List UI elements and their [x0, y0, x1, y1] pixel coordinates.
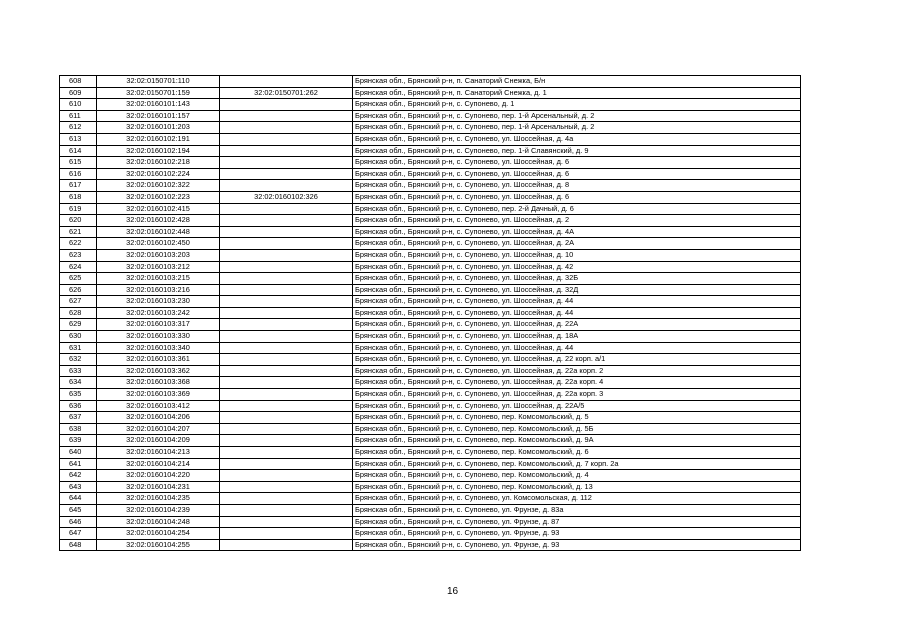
address-cell: Брянская обл., Брянский р-н, с. Супонево, ул. Шоссейная, д. 22а корп. 2: [353, 365, 801, 377]
row-number-cell: 627: [60, 296, 97, 308]
address-cell: Брянская обл., Брянский р-н, с. Супонево, пер. 1-й Славянский, д. 9: [353, 145, 801, 157]
table-row: [60, 284, 801, 296]
cadastral-number-cell: 32:02:0160103:369: [97, 389, 220, 401]
address-cell: Брянская обл., Брянский р-н, п. Санаторий Снежка, Б/н: [353, 76, 801, 88]
linked-cadastral-number-cell: [220, 481, 353, 493]
cadastral-number-cell: 32:02:0160102:191: [97, 133, 220, 145]
linked-cadastral-number-cell: 32:02:0150701:262: [220, 87, 353, 99]
row-number-cell: 635: [60, 389, 97, 401]
cadastral-number-cell: 32:02:0160102:224: [97, 168, 220, 180]
table-row: [60, 145, 801, 157]
cadastral-number-cell: 32:02:0160104:213: [97, 447, 220, 459]
linked-cadastral-number-cell: [220, 76, 353, 88]
address-cell: Брянская обл., Брянский р-н, с. Супонево, ул. Фрунзе, д. 87: [353, 516, 801, 528]
linked-cadastral-number-cell: [220, 435, 353, 447]
linked-cadastral-number-cell: [220, 307, 353, 319]
address-cell: Брянская обл., Брянский р-н, с. Супонево, ул. Шоссейная, д. 44: [353, 342, 801, 354]
linked-cadastral-number-cell: [220, 470, 353, 482]
address-cell: Брянская обл., Брянский р-н, с. Супонево, пер. 2-й Дачный, д. 6: [353, 203, 801, 215]
table-row: [60, 319, 801, 331]
address-cell: Брянская обл., Брянский р-н, с. Супонево, ул. Шоссейная, д. 22а корп. 3: [353, 389, 801, 401]
cadastral-number-cell: 32:02:0160104:254: [97, 528, 220, 540]
table-row: [60, 203, 801, 215]
linked-cadastral-number-cell: [220, 145, 353, 157]
linked-cadastral-number-cell: [220, 168, 353, 180]
row-number-cell: 615: [60, 157, 97, 169]
cadastral-number-cell: 32:02:0160102:194: [97, 145, 220, 157]
address-cell: Брянская обл., Брянский р-н, с. Супонево, ул. Фрунзе, д. 83а: [353, 504, 801, 516]
table-row: [60, 226, 801, 238]
table-row: [60, 539, 801, 551]
linked-cadastral-number-cell: [220, 284, 353, 296]
cadastral-number-cell: 32:02:0160104:231: [97, 481, 220, 493]
cadastral-number-cell: 32:02:0160104:235: [97, 493, 220, 505]
cadastral-number-cell: 32:02:0160102:448: [97, 226, 220, 238]
table-row: [60, 458, 801, 470]
linked-cadastral-number-cell: [220, 539, 353, 551]
table-row: [60, 157, 801, 169]
property-registry-table: [59, 75, 801, 551]
address-cell: Брянская обл., Брянский р-н, п. Санаторий Снежка, д. 1: [353, 87, 801, 99]
linked-cadastral-number-cell: [220, 319, 353, 331]
table-row: [60, 377, 801, 389]
cadastral-number-cell: 32:02:0160103:368: [97, 377, 220, 389]
page-number: 16: [446, 586, 459, 597]
row-number-cell: 647: [60, 528, 97, 540]
table-body: [60, 76, 801, 551]
address-cell: Брянская обл., Брянский р-н, с. Супонево, ул. Комсомольская, д. 112: [353, 493, 801, 505]
address-cell: Брянская обл., Брянский р-н, с. Супонево, ул. Шоссейная, д. 4а: [353, 133, 801, 145]
address-cell: Брянская обл., Брянский р-н, с. Супонево, ул. Шоссейная, д. 8: [353, 180, 801, 192]
linked-cadastral-number-cell: 32:02:0160102:326: [220, 191, 353, 203]
table-row: [60, 331, 801, 343]
row-number-cell: 626: [60, 284, 97, 296]
table-row: [60, 110, 801, 122]
linked-cadastral-number-cell: [220, 180, 353, 192]
linked-cadastral-number-cell: [220, 273, 353, 285]
cadastral-number-cell: 32:02:0160103:230: [97, 296, 220, 308]
table-row: [60, 470, 801, 482]
address-cell: Брянская обл., Брянский р-н, с. Супонево, ул. Шоссейная, д. 22А: [353, 319, 801, 331]
row-number-cell: 613: [60, 133, 97, 145]
address-cell: Брянская обл., Брянский р-н, с. Супонево, ул. Фрунзе, д. 93: [353, 528, 801, 540]
row-number-cell: 625: [60, 273, 97, 285]
linked-cadastral-number-cell: [220, 331, 353, 343]
linked-cadastral-number-cell: [220, 458, 353, 470]
cadastral-number-cell: 32:02:0160102:223: [97, 191, 220, 203]
linked-cadastral-number-cell: [220, 238, 353, 250]
cadastral-number-cell: 32:02:0150701:110: [97, 76, 220, 88]
cadastral-number-cell: 32:02:0160102:450: [97, 238, 220, 250]
cadastral-number-cell: 32:02:0160104:248: [97, 516, 220, 528]
table-row: [60, 435, 801, 447]
address-cell: Брянская обл., Брянский р-н, с. Супонево, ул. Шоссейная, д. 44: [353, 307, 801, 319]
linked-cadastral-number-cell: [220, 389, 353, 401]
address-cell: Брянская обл., Брянский р-н, с. Супонево, ул. Шоссейная, д. 32Б: [353, 273, 801, 285]
cadastral-number-cell: 32:02:0160102:322: [97, 180, 220, 192]
cadastral-number-cell: 32:02:0160103:317: [97, 319, 220, 331]
linked-cadastral-number-cell: [220, 504, 353, 516]
row-number-cell: 632: [60, 354, 97, 366]
cadastral-number-cell: 32:02:0160103:212: [97, 261, 220, 273]
row-number-cell: 608: [60, 76, 97, 88]
table-row: [60, 365, 801, 377]
address-cell: Брянская обл., Брянский р-н, с. Супонево, пер. Комсомольский, д. 5: [353, 412, 801, 424]
cadastral-number-cell: 32:02:0160103:412: [97, 400, 220, 412]
table-row: [60, 423, 801, 435]
linked-cadastral-number-cell: [220, 133, 353, 145]
row-number-cell: 622: [60, 238, 97, 250]
address-cell: Брянская обл., Брянский р-н, с. Супонево, пер. Комсомольский, д. 5Б: [353, 423, 801, 435]
linked-cadastral-number-cell: [220, 110, 353, 122]
address-cell: Брянская обл., Брянский р-н, с. Супонево, пер. Комсомольский, д. 6: [353, 447, 801, 459]
row-number-cell: 645: [60, 504, 97, 516]
linked-cadastral-number-cell: [220, 226, 353, 238]
address-cell: Брянская обл., Брянский р-н, с. Супонево, ул. Фрунзе, д. 93: [353, 539, 801, 551]
row-number-cell: 637: [60, 412, 97, 424]
table-row: [60, 249, 801, 261]
linked-cadastral-number-cell: [220, 342, 353, 354]
address-cell: Брянская обл., Брянский р-н, с. Супонево, ул. Шоссейная, д. 4А: [353, 226, 801, 238]
cadastral-number-cell: 32:02:0160103:362: [97, 365, 220, 377]
linked-cadastral-number-cell: [220, 215, 353, 227]
address-cell: Брянская обл., Брянский р-н, с. Супонево, ул. Шоссейная, д. 18А: [353, 331, 801, 343]
address-cell: Брянская обл., Брянский р-н, с. Супонево, ул. Шоссейная, д. 6: [353, 191, 801, 203]
cadastral-number-cell: 32:02:0160103:242: [97, 307, 220, 319]
cadastral-number-cell: 32:02:0160103:361: [97, 354, 220, 366]
address-cell: Брянская обл., Брянский р-н, с. Супонево, пер. 1-й Арсенальный, д. 2: [353, 110, 801, 122]
row-number-cell: 646: [60, 516, 97, 528]
linked-cadastral-number-cell: [220, 528, 353, 540]
row-number-cell: 611: [60, 110, 97, 122]
row-number-cell: 623: [60, 249, 97, 261]
table-row: [60, 342, 801, 354]
table-row: [60, 133, 801, 145]
row-number-cell: 631: [60, 342, 97, 354]
linked-cadastral-number-cell: [220, 493, 353, 505]
address-cell: Брянская обл., Брянский р-н, с. Супонево, пер. Комсомольский, д. 13: [353, 481, 801, 493]
row-number-cell: 624: [60, 261, 97, 273]
table-row: [60, 354, 801, 366]
row-number-cell: 648: [60, 539, 97, 551]
table-row: [60, 400, 801, 412]
linked-cadastral-number-cell: [220, 516, 353, 528]
row-number-cell: 617: [60, 180, 97, 192]
table-row: [60, 412, 801, 424]
table-row: [60, 215, 801, 227]
linked-cadastral-number-cell: [220, 296, 353, 308]
cadastral-number-cell: 32:02:0160103:215: [97, 273, 220, 285]
row-number-cell: 628: [60, 307, 97, 319]
address-cell: Брянская обл., Брянский р-н, с. Супонево, ул. Шоссейная, д. 42: [353, 261, 801, 273]
row-number-cell: 633: [60, 365, 97, 377]
cadastral-number-cell: 32:02:0160102:415: [97, 203, 220, 215]
cadastral-number-cell: 32:02:0160102:428: [97, 215, 220, 227]
linked-cadastral-number-cell: [220, 423, 353, 435]
linked-cadastral-number-cell: [220, 99, 353, 111]
row-number-cell: 630: [60, 331, 97, 343]
table-row: [60, 307, 801, 319]
cadastral-number-cell: 32:02:0160104:209: [97, 435, 220, 447]
address-cell: Брянская обл., Брянский р-н, с. Супонево, ул. Шоссейная, д. 10: [353, 249, 801, 261]
cadastral-number-cell: 32:02:0160103:203: [97, 249, 220, 261]
cadastral-number-cell: 32:02:0160102:218: [97, 157, 220, 169]
cadastral-number-cell: 32:02:0160101:143: [97, 99, 220, 111]
row-number-cell: 618: [60, 191, 97, 203]
address-cell: Брянская обл., Брянский р-н, с. Супонево, пер. Комсомольский, д. 9А: [353, 435, 801, 447]
linked-cadastral-number-cell: [220, 412, 353, 424]
row-number-cell: 638: [60, 423, 97, 435]
row-number-cell: 644: [60, 493, 97, 505]
table-row: [60, 99, 801, 111]
row-number-cell: 616: [60, 168, 97, 180]
table-row: [60, 261, 801, 273]
row-number-cell: 609: [60, 87, 97, 99]
address-cell: Брянская обл., Брянский р-н, с. Супонево, ул. Шоссейная, д. 6: [353, 157, 801, 169]
linked-cadastral-number-cell: [220, 400, 353, 412]
linked-cadastral-number-cell: [220, 122, 353, 134]
linked-cadastral-number-cell: [220, 447, 353, 459]
linked-cadastral-number-cell: [220, 354, 353, 366]
address-cell: Брянская обл., Брянский р-н, с. Супонево, пер. 1-й Арсенальный, д. 2: [353, 122, 801, 134]
row-number-cell: 610: [60, 99, 97, 111]
address-cell: Брянская обл., Брянский р-н, с. Супонево, ул. Шоссейная, д. 6: [353, 168, 801, 180]
cadastral-number-cell: 32:02:0160104:220: [97, 470, 220, 482]
cadastral-number-cell: 32:02:0160103:340: [97, 342, 220, 354]
table-row: [60, 180, 801, 192]
row-number-cell: 619: [60, 203, 97, 215]
cadastral-number-cell: 32:02:0160103:330: [97, 331, 220, 343]
row-number-cell: 642: [60, 470, 97, 482]
cadastral-number-cell: 32:02:0160104:207: [97, 423, 220, 435]
address-cell: Брянская обл., Брянский р-н, с. Супонево, ул. Шоссейная, д. 22 корп. а/1: [353, 354, 801, 366]
linked-cadastral-number-cell: [220, 365, 353, 377]
address-cell: Брянская обл., Брянский р-н, с. Супонево, ул. Шоссейная, д. 22а корп. 4: [353, 377, 801, 389]
table-row: [60, 273, 801, 285]
row-number-cell: 621: [60, 226, 97, 238]
address-cell: Брянская обл., Брянский р-н, с. Супонево, ул. Шоссейная, д. 22А/5: [353, 400, 801, 412]
row-number-cell: 643: [60, 481, 97, 493]
row-number-cell: 629: [60, 319, 97, 331]
linked-cadastral-number-cell: [220, 377, 353, 389]
cadastral-number-cell: 32:02:0160101:157: [97, 110, 220, 122]
table-row: [60, 238, 801, 250]
cadastral-number-cell: 32:02:0150701:159: [97, 87, 220, 99]
cadastral-number-cell: 32:02:0160101:203: [97, 122, 220, 134]
address-cell: Брянская обл., Брянский р-н, с. Супонево, пер. Комсомольский, д. 4: [353, 470, 801, 482]
row-number-cell: 634: [60, 377, 97, 389]
cadastral-number-cell: 32:02:0160104:206: [97, 412, 220, 424]
row-number-cell: 636: [60, 400, 97, 412]
cadastral-number-cell: 32:02:0160103:216: [97, 284, 220, 296]
linked-cadastral-number-cell: [220, 249, 353, 261]
table-row: [60, 481, 801, 493]
row-number-cell: 639: [60, 435, 97, 447]
table-row: [60, 168, 801, 180]
address-cell: Брянская обл., Брянский р-н, с. Супонево, пер. Комсомольский, д. 7 корп. 2а: [353, 458, 801, 470]
cadastral-number-cell: 32:02:0160104:255: [97, 539, 220, 551]
table-row: [60, 516, 801, 528]
row-number-cell: 641: [60, 458, 97, 470]
address-cell: Брянская обл., Брянский р-н, с. Супонево, ул. Шоссейная, д. 44: [353, 296, 801, 308]
table-row: [60, 504, 801, 516]
row-number-cell: 620: [60, 215, 97, 227]
address-cell: Брянская обл., Брянский р-н, с. Супонево, ул. Шоссейная, д. 2: [353, 215, 801, 227]
row-number-cell: 614: [60, 145, 97, 157]
table-row: [60, 296, 801, 308]
row-number-cell: 640: [60, 447, 97, 459]
table-row: [60, 191, 801, 203]
table-row: [60, 76, 801, 88]
table-row: [60, 493, 801, 505]
row-number-cell: 612: [60, 122, 97, 134]
table-row: [60, 389, 801, 401]
cadastral-number-cell: 32:02:0160104:239: [97, 504, 220, 516]
table-row: [60, 87, 801, 99]
linked-cadastral-number-cell: [220, 203, 353, 215]
table-row: [60, 122, 801, 134]
linked-cadastral-number-cell: [220, 261, 353, 273]
address-cell: Брянская обл., Брянский р-н, с. Супонево, ул. Шоссейная, д. 32Д: [353, 284, 801, 296]
address-cell: Брянская обл., Брянский р-н, с. Супонево, д. 1: [353, 99, 801, 111]
linked-cadastral-number-cell: [220, 157, 353, 169]
cadastral-number-cell: 32:02:0160104:214: [97, 458, 220, 470]
table-row: [60, 528, 801, 540]
table-row: [60, 447, 801, 459]
address-cell: Брянская обл., Брянский р-н, с. Супонево, ул. Шоссейная, д. 2А: [353, 238, 801, 250]
